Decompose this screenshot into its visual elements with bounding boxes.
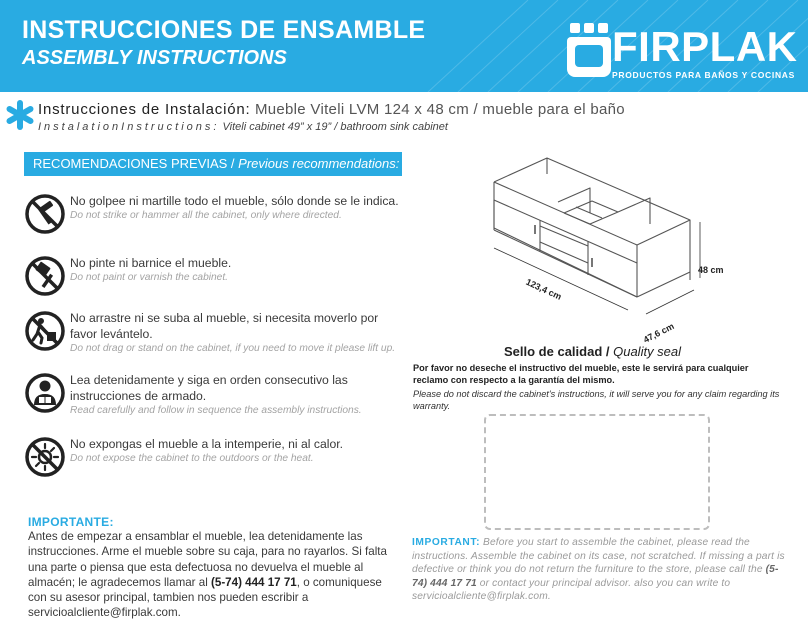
cabinet-drawing bbox=[480, 150, 740, 345]
importante-text-part: , o comuniquese con su asesor principal, tambien nos pueden escribir a servicioalcliente@firplak.com. bbox=[28, 575, 382, 620]
recommendation-text-en: Do not drag or stand on the cabinet, if you need to move it please lift up. bbox=[70, 343, 396, 354]
importante-label: IMPORTANTE: bbox=[28, 515, 114, 529]
recommendations-header-en: Previous recommendations: bbox=[238, 156, 400, 171]
recommendation-text-en: Do not paint or varnish the cabinet. bbox=[70, 272, 229, 283]
seal-title-en: Quality seal bbox=[613, 344, 682, 359]
recommendation-text-en: Do not strike or hammer all the cabinet, only where directed. bbox=[70, 210, 342, 221]
logo-wordmark: FIRPLAK bbox=[612, 23, 798, 70]
seal-note-en: Please do not discard the cabinet's instructions, it will serve you for any claim regarding its warranty. bbox=[413, 389, 780, 411]
important-text-part: or contact your principal advisor. also you can write to servicioalcliente@firplak.com. bbox=[412, 577, 731, 602]
quality-seal-title bbox=[504, 344, 681, 359]
no-paint-icon bbox=[24, 255, 66, 297]
importante-text bbox=[28, 529, 398, 621]
asterisk-icon bbox=[5, 100, 35, 130]
recommendation-text-es: Lea detenidamente y siga en orden consecutivo las instrucciones de armado. bbox=[70, 373, 348, 403]
installation-text-en: Viteli cabinet 49” x 19” / bathroom sink cabinet bbox=[222, 121, 448, 133]
no-sun-icon bbox=[24, 436, 66, 478]
logo-tagline: PRODUCTOS PARA BAÑOS Y COCINAS bbox=[612, 70, 795, 80]
phone-number: (5-74) 444 17 71 bbox=[211, 575, 297, 589]
header-banner bbox=[0, 0, 808, 92]
installation-text-es: Mueble Viteli LVM 124 x 48 cm / mueble para el baño bbox=[254, 101, 625, 118]
importante-section bbox=[28, 515, 398, 621]
height-dimension-label: 48 cm bbox=[698, 265, 724, 275]
read-instructions-icon bbox=[24, 372, 66, 414]
recommendations-header bbox=[24, 152, 402, 176]
page-title: INSTRUCCIONES DE ENSAMBLE bbox=[22, 16, 426, 44]
no-hammer-icon bbox=[24, 193, 66, 235]
recommendation-text-es: No pinte ni barnice el mueble. bbox=[70, 256, 232, 270]
installation-line-en bbox=[38, 121, 448, 133]
recommendation-text-en: Do not expose the cabinet to the outdoors or the heat. bbox=[70, 453, 314, 464]
importante-text-part: Antes de empezar a ensamblar el mueble, lea detenidamente las instrucciones. Arme el mueble sobre su caja, para no rayarlos. Si falta una parte o piensa que esta defectuosa no devuelva el mueble al almacén; le agradecemos llamar al bbox=[28, 530, 387, 589]
depth-dimension-label: 47,6 cm bbox=[641, 320, 676, 345]
installation-line-es bbox=[38, 101, 625, 118]
recommendation-text-es: No arrastre ni se suba al mueble, si necesita moverlo por favor levántelo. bbox=[70, 311, 379, 341]
seal-note-es: Por favor no deseche el instructivo del mueble, este le servirá para cualquier reclamo con respecto a la garantía del mismo. bbox=[413, 363, 749, 385]
important-text-part: Before you start to assemble the cabinet, please read the instructions. Assemble the cabinet on its case, not scratched. If missing a part is defective or think you do not return the furniture to the store, please call the bbox=[412, 537, 785, 575]
no-drag-icon bbox=[24, 310, 66, 352]
recommendation-text-es: No golpee ni martille todo el mueble, sólo donde se le indica. bbox=[70, 194, 399, 208]
page-subtitle: ASSEMBLY INSTRUCTIONS bbox=[22, 47, 287, 69]
phone-number: (5-74) 444 17 71 bbox=[412, 564, 779, 589]
width-dimension-label: 123,4 cm bbox=[524, 276, 564, 302]
recommendation-text-en: Read carefully and follow in sequence the assembly instructions. bbox=[70, 405, 362, 416]
important-section-en bbox=[412, 536, 786, 604]
recommendations-header-es: RECOMENDACIONES PREVIAS / bbox=[33, 156, 235, 171]
installation-label-en: InstalationInstructions: bbox=[38, 121, 220, 133]
quality-seal-box bbox=[484, 414, 710, 530]
important-label-en: IMPORTANT: bbox=[412, 537, 481, 548]
firplak-logo-icon bbox=[567, 21, 611, 77]
installation-label-es: Instrucciones de Instalación: bbox=[38, 101, 251, 118]
recommendation-text-es: No expongas el mueble a la intemperie, ni al calor. bbox=[70, 437, 344, 451]
seal-title-es: Sello de calidad / bbox=[504, 344, 610, 359]
